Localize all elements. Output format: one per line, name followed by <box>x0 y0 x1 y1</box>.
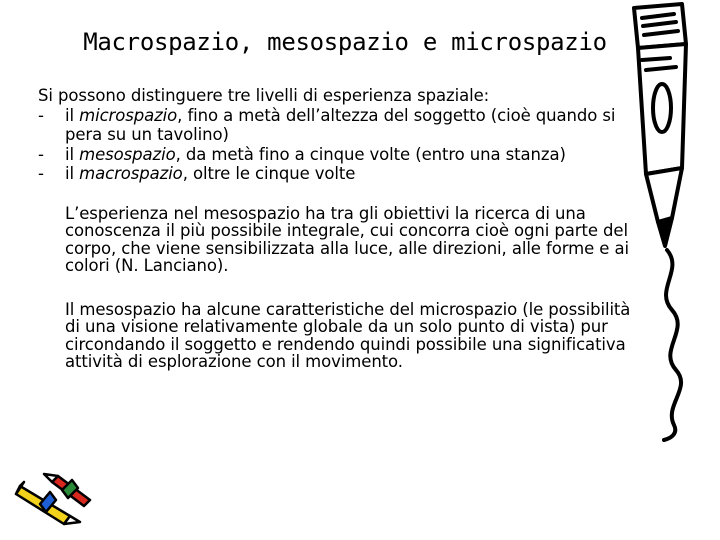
marker-clipart-icon <box>612 0 712 445</box>
intro-text: Si possono distinguere tre livelli di esperienza spaziale: <box>38 86 490 105</box>
list-item-mesospazio <box>38 145 648 165</box>
term-mesospazio: mesospazio <box>79 144 176 164</box>
list-item-microspazio <box>38 106 648 145</box>
list-item-macrospazio <box>38 164 648 184</box>
bullet-text: , oltre le cinque volte <box>182 164 356 183</box>
pencils-clipart-icon <box>14 470 94 526</box>
bullet-text: , fino a metà dell’altezza del soggetto (cioè quando si pera su un tavolino) <box>65 105 616 144</box>
term-macrospazio: macrospazio <box>79 164 183 183</box>
bullet-dash: - <box>38 105 44 125</box>
term-microspazio: microspazio <box>79 105 178 125</box>
paragraph-mesospazio-experience: L’esperienza nel mesospazio ha tra gli obiettivi la ricerca di una conoscenza il più possibile integrale, cui concorra cioè ogni parte del corpo, che viene sensibilizzata alla luce, alle direzioni, alle forme e ai colori (N. Lanciano). <box>65 203 629 275</box>
bullet-text: , da metà fino a cinque volte (entro una stanza) <box>175 144 566 164</box>
slide-title: Macrospazio, mesospazio e microspazio <box>83 28 607 56</box>
bullet-prefix: il <box>65 105 80 125</box>
bullet-prefix: il <box>65 164 80 183</box>
paragraph-mesospazio-features: Il mesospazio ha alcune caratteristiche del microspazio (le possibilità di una visione relativamente globale da un solo punto di vista) pur circondando il soggetto e rendendo quindi possibile una significativa attività di esplorazione con il movimento. <box>65 299 631 371</box>
bullet-dash: - <box>38 144 44 164</box>
levels-list <box>38 106 648 184</box>
bullet-dash: - <box>38 164 44 183</box>
slide-body <box>38 86 648 371</box>
bullet-prefix: il <box>65 144 80 164</box>
